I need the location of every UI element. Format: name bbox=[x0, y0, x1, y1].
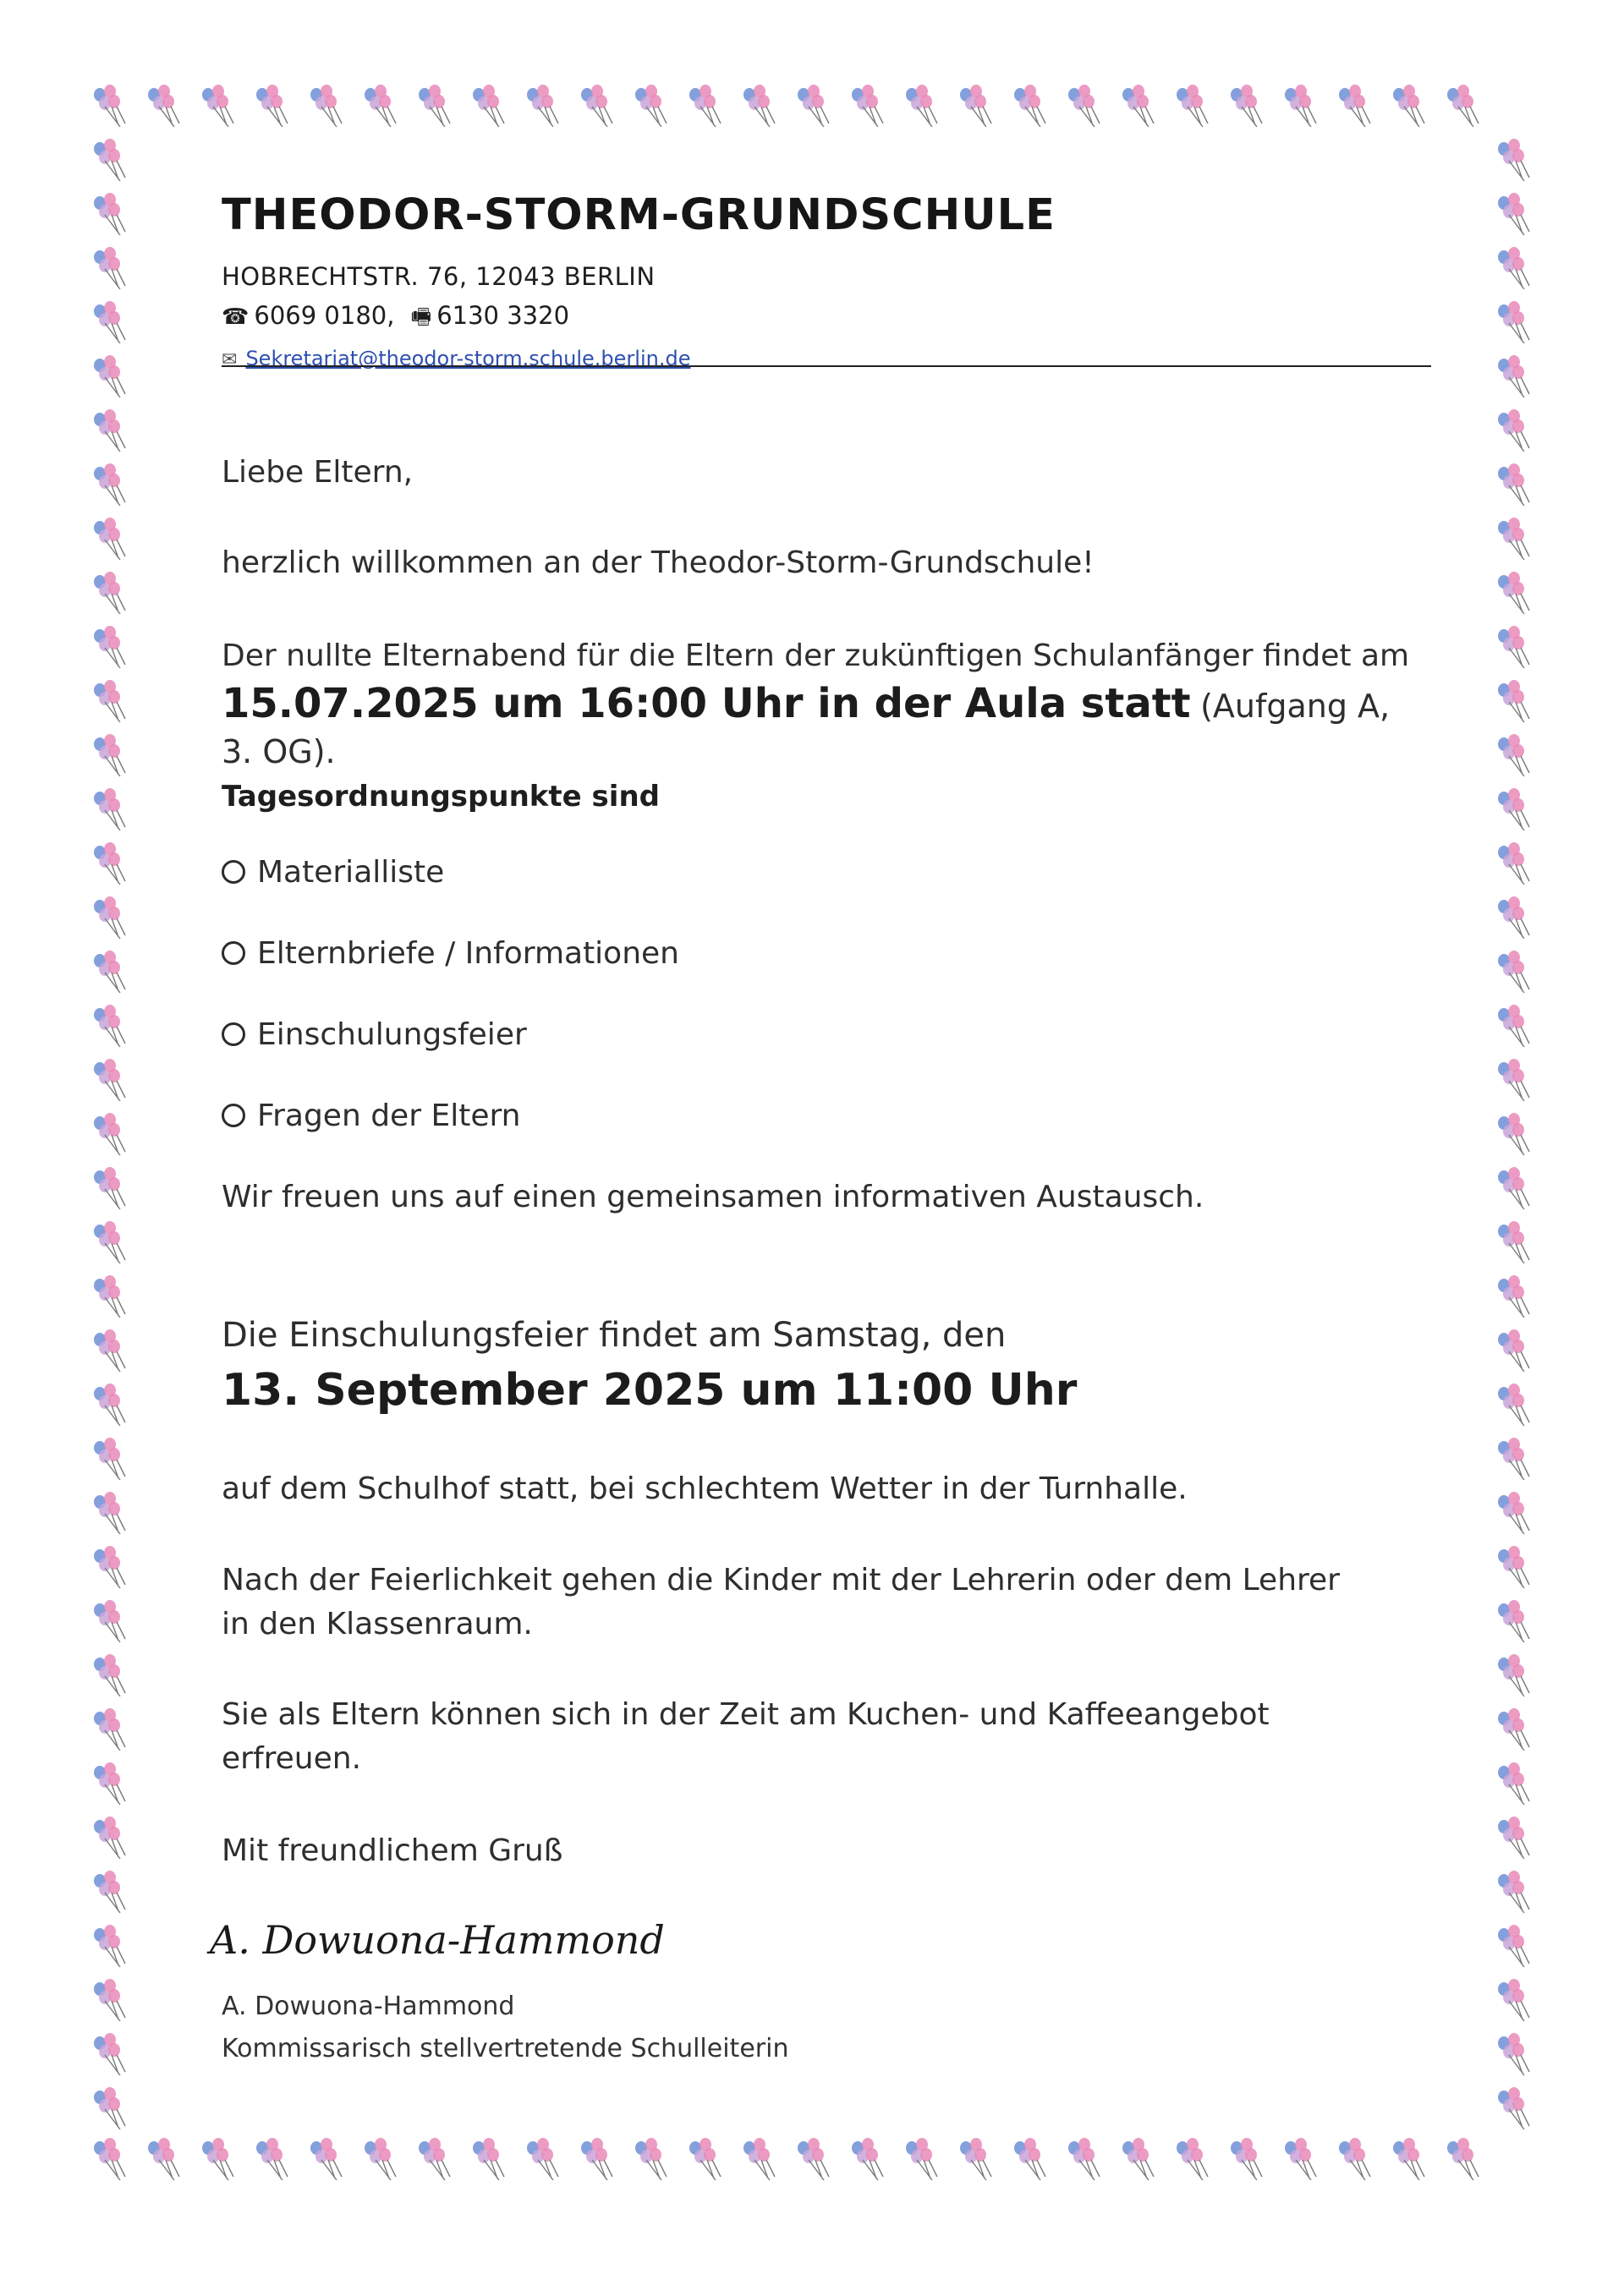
balloon-bunch-icon bbox=[94, 139, 125, 181]
balloon-bunch-icon bbox=[94, 1329, 125, 1372]
fax-icon: 🖷 bbox=[410, 304, 432, 330]
balloon-bunch-icon bbox=[94, 85, 125, 127]
balloon-bunch-icon bbox=[1498, 1817, 1529, 1859]
balloon-bunch-icon bbox=[798, 2138, 829, 2180]
balloon-bunch-icon bbox=[94, 518, 125, 560]
balloon-bunch-icon bbox=[94, 2033, 125, 2075]
balloon-bunch-icon bbox=[1068, 85, 1100, 127]
email-link[interactable]: Sekretariat@theodor-storm.schule.berlin.de bbox=[245, 347, 691, 370]
circle-bullet-icon bbox=[222, 860, 245, 884]
balloon-bunch-icon bbox=[1498, 1546, 1529, 1588]
balloon-bunch-icon bbox=[94, 1817, 125, 1859]
balloon-bunch-icon bbox=[960, 2138, 991, 2180]
balloon-bunch-icon bbox=[94, 842, 125, 885]
balloon-bunch-icon bbox=[94, 355, 125, 397]
balloon-bunch-icon bbox=[94, 1546, 125, 1588]
balloon-bunch-icon bbox=[1498, 1492, 1529, 1534]
balloon-bunch-icon bbox=[1498, 247, 1529, 289]
balloon-bunch-icon bbox=[473, 85, 504, 127]
balloon-bunch-icon bbox=[1498, 896, 1529, 939]
handwritten-signature: A. Dowuona-Hammond bbox=[210, 1917, 665, 1963]
balloon-bunch-icon bbox=[94, 247, 125, 289]
balloon-bunch-icon bbox=[1447, 2138, 1479, 2180]
closing-line: Wir freuen uns auf einen gemeinsamen informativen Austausch. bbox=[222, 1180, 1204, 1214]
circle-bullet-icon bbox=[222, 941, 245, 965]
balloon-bunch-icon bbox=[1498, 1871, 1529, 1913]
balloon-bunch-icon bbox=[94, 1005, 125, 1047]
balloon-bunch-icon bbox=[527, 2138, 558, 2180]
balloon-bunch-icon bbox=[94, 1438, 125, 1480]
fax-number: 6130 3320 bbox=[436, 301, 570, 330]
balloon-bunch-icon bbox=[689, 85, 721, 127]
balloon-bunch-icon bbox=[1498, 355, 1529, 397]
balloon-bunch-icon bbox=[1498, 1654, 1529, 1696]
circle-bullet-icon bbox=[222, 1022, 245, 1046]
balloon-bunch-icon bbox=[1231, 85, 1262, 127]
balloon-bunch-icon bbox=[94, 1221, 125, 1263]
letterhead bbox=[222, 190, 1431, 370]
balloon-bunch-icon bbox=[94, 1275, 125, 1318]
balloon-bunch-icon bbox=[1498, 1167, 1529, 1209]
balloon-bunch-icon bbox=[1498, 1005, 1529, 1047]
balloon-bunch-icon bbox=[94, 680, 125, 722]
balloon-bunch-icon bbox=[1122, 85, 1154, 127]
balloon-bunch-icon bbox=[94, 788, 125, 830]
balloon-bunch-icon bbox=[94, 1925, 125, 1967]
agenda-item: Materialliste bbox=[222, 851, 1423, 895]
balloon-bunch-icon bbox=[94, 896, 125, 939]
ceremony-intro: Die Einschulungsfeier findet am Samstag, den bbox=[222, 1316, 1007, 1355]
balloon-bunch-icon bbox=[581, 85, 612, 127]
balloon-bunch-icon bbox=[1498, 1979, 1529, 2021]
balloon-bunch-icon bbox=[256, 2138, 288, 2180]
balloon-bunch-icon bbox=[1498, 1762, 1529, 1805]
agenda-item: Einschulungsfeier bbox=[222, 1013, 1423, 1057]
balloon-bunch-icon bbox=[1339, 2138, 1370, 2180]
meeting-location: (Aufgang A, 3. OG). bbox=[222, 688, 1391, 770]
school-address: HOBRECHTSTR. 76, 12043 BERLIN bbox=[222, 262, 656, 291]
signer-title: Kommissarisch stellvertretende Schulleiterin bbox=[222, 2034, 789, 2063]
balloon-bunch-icon bbox=[94, 1708, 125, 1751]
balloon-bunch-icon bbox=[256, 85, 288, 127]
balloon-bunch-icon bbox=[1498, 463, 1529, 506]
balloon-bunch-icon bbox=[1393, 85, 1424, 127]
balloon-bunch-icon bbox=[1231, 2138, 1262, 2180]
balloon-bunch-icon bbox=[94, 1492, 125, 1534]
balloon-bunch-icon bbox=[473, 2138, 504, 2180]
balloon-bunch-icon bbox=[1285, 85, 1316, 127]
balloon-bunch-icon bbox=[148, 2138, 179, 2180]
balloon-bunch-icon bbox=[1498, 518, 1529, 560]
balloon-bunch-icon bbox=[1498, 1708, 1529, 1751]
balloon-bunch-icon bbox=[94, 301, 125, 343]
meeting-date: 15.07.2025 um 16:00 Uhr in der Aula statt bbox=[222, 680, 1191, 727]
balloon-bunch-icon bbox=[202, 2138, 233, 2180]
balloon-bunch-icon bbox=[310, 85, 342, 127]
balloon-bunch-icon bbox=[1498, 1600, 1529, 1642]
balloon-bunch-icon bbox=[1498, 951, 1529, 993]
balloon-bunch-icon bbox=[635, 85, 667, 127]
balloon-bunch-icon bbox=[94, 572, 125, 614]
balloon-bunch-icon bbox=[94, 1600, 125, 1642]
salutation: Liebe Eltern, bbox=[222, 455, 414, 490]
balloon-bunch-icon bbox=[94, 1167, 125, 1209]
balloon-bunch-icon bbox=[1498, 139, 1529, 181]
balloon-bunch-icon bbox=[94, 193, 125, 235]
balloon-bunch-icon bbox=[689, 2138, 721, 2180]
meeting-details bbox=[222, 682, 1423, 775]
contact-line bbox=[222, 301, 1431, 338]
balloon-bunch-icon bbox=[743, 85, 775, 127]
balloon-bunch-icon bbox=[1498, 1059, 1529, 1101]
balloon-bunch-icon bbox=[1498, 1113, 1529, 1155]
balloon-bunch-icon bbox=[94, 1871, 125, 1913]
balloon-bunch-icon bbox=[1447, 85, 1479, 127]
balloon-bunch-icon bbox=[94, 1059, 125, 1101]
balloon-bunch-icon bbox=[419, 2138, 450, 2180]
balloon-bunch-icon bbox=[1498, 1438, 1529, 1480]
balloon-bunch-icon bbox=[94, 626, 125, 668]
balloon-bunch-icon bbox=[1014, 2138, 1045, 2180]
balloon-bunch-icon bbox=[1498, 1275, 1529, 1318]
balloon-bunch-icon bbox=[94, 1762, 125, 1805]
balloon-bunch-icon bbox=[1498, 680, 1529, 722]
balloon-bunch-icon bbox=[581, 2138, 612, 2180]
balloon-bunch-icon bbox=[1498, 1329, 1529, 1372]
balloon-bunch-icon bbox=[852, 85, 883, 127]
balloon-bunch-icon bbox=[527, 85, 558, 127]
balloon-bunch-icon bbox=[906, 85, 937, 127]
agenda-item: Fragen der Eltern bbox=[222, 1094, 1423, 1138]
balloon-bunch-icon bbox=[1393, 2138, 1424, 2180]
phone-number: 6069 0180, bbox=[254, 301, 395, 330]
balloon-bunch-icon bbox=[1498, 1925, 1529, 1967]
balloon-bunch-icon bbox=[1177, 85, 1208, 127]
balloon-bunch-icon bbox=[1498, 409, 1529, 452]
balloon-bunch-icon bbox=[1498, 626, 1529, 668]
balloon-bunch-icon bbox=[94, 1384, 125, 1426]
school-name: THEODOR-STORM-GRUNDSCHULE bbox=[222, 190, 1056, 240]
balloon-bunch-icon bbox=[94, 409, 125, 452]
balloon-bunch-icon bbox=[798, 85, 829, 127]
balloon-bunch-icon bbox=[148, 85, 179, 127]
ceremony-date: 13. September 2025 um 11:00 Uhr bbox=[222, 1365, 1078, 1416]
greeting: Mit freundlichem Gruß bbox=[222, 1833, 563, 1868]
signer-name: A. Dowuona-Hammond bbox=[222, 1992, 515, 2021]
balloon-bunch-icon bbox=[1498, 1221, 1529, 1263]
balloon-bunch-icon bbox=[635, 2138, 667, 2180]
welcome-line: herzlich willkommen an der Theodor-Storm-Grundschule! bbox=[222, 545, 1095, 580]
balloon-bunch-icon bbox=[1498, 572, 1529, 614]
phone-icon: ☎ bbox=[222, 304, 250, 330]
balloon-bunch-icon bbox=[365, 2138, 396, 2180]
balloon-bunch-icon bbox=[1498, 842, 1529, 885]
balloon-bunch-icon bbox=[94, 1654, 125, 1696]
balloon-bunch-icon bbox=[1068, 2138, 1100, 2180]
balloon-bunch-icon bbox=[1498, 301, 1529, 343]
balloon-bunch-icon bbox=[1498, 2087, 1529, 2129]
balloon-bunch-icon bbox=[1498, 2033, 1529, 2075]
balloon-bunch-icon bbox=[419, 85, 450, 127]
balloon-bunch-icon bbox=[743, 2138, 775, 2180]
circle-bullet-icon bbox=[222, 1104, 245, 1127]
balloon-bunch-icon bbox=[94, 2138, 125, 2180]
balloon-bunch-icon bbox=[94, 2087, 125, 2129]
balloon-bunch-icon bbox=[960, 85, 991, 127]
agenda-item: Elternbriefe / Informationen bbox=[222, 932, 1423, 976]
after-ceremony: Nach der Feierlichkeit gehen die Kinder mit der Lehrerin oder dem Lehrer in den Klassenraum. bbox=[222, 1563, 1340, 1641]
balloon-bunch-icon bbox=[365, 85, 396, 127]
balloon-bunch-icon bbox=[1498, 788, 1529, 830]
meeting-intro: Der nullte Elternabend für die Eltern der zukünftigen Schulanfänger findet am bbox=[222, 638, 1410, 673]
parents-info: Sie als Eltern können sich in der Zeit am Kuchen- und Kaffeeangebot erfreuen. bbox=[222, 1697, 1270, 1776]
balloon-bunch-icon bbox=[1498, 1384, 1529, 1426]
balloon-bunch-icon bbox=[1339, 85, 1370, 127]
balloon-bunch-icon bbox=[202, 85, 233, 127]
balloon-bunch-icon bbox=[906, 2138, 937, 2180]
ceremony-place: auf dem Schulhof statt, bei schlechtem Wetter in der Turnhalle. bbox=[222, 1471, 1188, 1506]
balloon-bunch-icon bbox=[1122, 2138, 1154, 2180]
balloon-bunch-icon bbox=[1498, 193, 1529, 235]
agenda-heading: Tagesordnungspunkte sind bbox=[222, 780, 660, 814]
balloon-bunch-icon bbox=[310, 2138, 342, 2180]
balloon-bunch-icon bbox=[94, 951, 125, 993]
balloon-bunch-icon bbox=[94, 734, 125, 776]
balloon-bunch-icon bbox=[94, 463, 125, 506]
balloon-bunch-icon bbox=[94, 1979, 125, 2021]
mail-icon: ✉ bbox=[222, 349, 238, 370]
balloon-bunch-icon bbox=[94, 1113, 125, 1155]
balloon-bunch-icon bbox=[1285, 2138, 1316, 2180]
balloon-bunch-icon bbox=[1177, 2138, 1208, 2180]
balloon-bunch-icon bbox=[852, 2138, 883, 2180]
balloon-bunch-icon bbox=[1498, 734, 1529, 776]
header-divider bbox=[222, 365, 1431, 367]
balloon-bunch-icon bbox=[1014, 85, 1045, 127]
